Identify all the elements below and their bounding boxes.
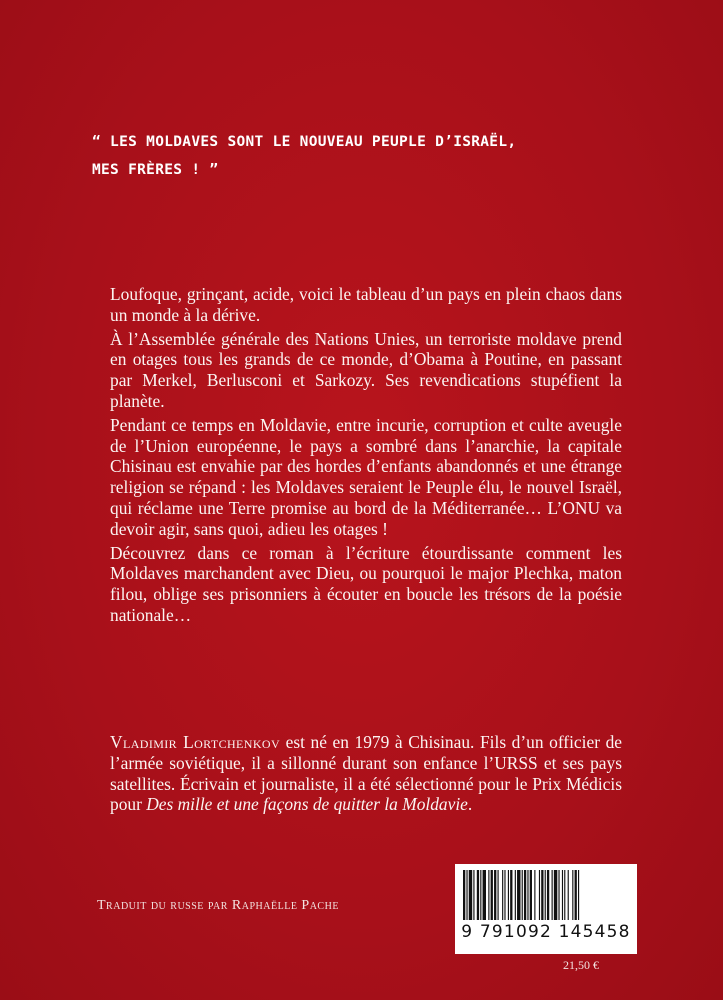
- barcode-bar: [488, 870, 489, 920]
- barcode-bar: [504, 870, 505, 920]
- barcode-bar: [522, 870, 523, 920]
- barcode-bar: [483, 870, 486, 920]
- barcode-bar: [466, 870, 467, 920]
- cover-quote: [92, 128, 612, 184]
- isbn-barcode: [455, 864, 637, 954]
- barcode-bar: [502, 870, 503, 920]
- barcode-bar: [508, 870, 509, 920]
- barcode-bar: [480, 870, 481, 920]
- blurb-paragraph-3: Pendant ce temps en Moldavie, entre incurie, corruption et culte aveugle de l’Union européenne, le pays a sombré dans l’anarchie, la capitale Chisinau est envahie par des hordes d’enfants abandonnés et une étrange religion se répand : les Moldaves seraient le Peuple élu, le nouvel Israël, qui réclame une Terre promise au bord de la Méditerranée… L’ONU va devoir agir, sans quoi, adieu les otages !: [110, 414, 622, 539]
- barcode-bar: [541, 870, 543, 920]
- barcode-bar: [554, 870, 557, 920]
- barcode-bar: [517, 870, 520, 920]
- quote-line-2: MES FRÈRES ! ”: [92, 162, 219, 178]
- isbn-number: 9 791092 145458: [461, 922, 631, 942]
- barcode-bar: [539, 870, 540, 920]
- barcode-bar: [578, 870, 579, 920]
- blurb-paragraph-2: À l’Assemblée générale des Nations Unies, un terroriste moldave prend en otages tous les grands de ce monde, d’Obama à Poutine, en passant par Merkel, Berlusconi et Sarkozy. Ses revendications stupéfient la planète.: [110, 328, 622, 411]
- book-blurb: [110, 284, 622, 629]
- blurb-paragraph-1: Loufoque, grinçant, acide, voici le tableau d’un pays en plein chaos dans un monde à la dérive.: [110, 284, 622, 325]
- bio-text-before: est né en 1979 à Chisinau. Fils d’un officier de l’armée soviétique, il a sillonné durant son enfance l’URSS et ses pays satellites. Écrivain et journaliste, il a été sélectionné pour le Prix Médicis pour: [110, 732, 622, 815]
- barcode-bar: [575, 870, 577, 920]
- blurb-paragraph-4: Découvrez dans ce roman à l’écriture étourdissante comment les Moldaves marchandent avec Dieu, ou pourquoi le major Plechka, maton filou, oblige ses prisonniers à écouter en boucle les trésors de la poésie nationale…: [110, 542, 622, 625]
- barcode-bar: [572, 870, 573, 920]
- barcode-bar: [477, 870, 479, 920]
- barcode-bar: [530, 870, 532, 920]
- barcode-bar: [547, 870, 549, 920]
- barcode-bar: [473, 870, 474, 920]
- barcode-bar: [564, 870, 565, 920]
- barcode-bar: [527, 870, 528, 920]
- author-name: Vladimir Lortchenkov: [110, 732, 281, 752]
- author-bio-paragraph: [110, 732, 622, 815]
- barcode-bar: [552, 870, 553, 920]
- quote-line-1: “ LES MOLDAVES SONT LE NOUVEAU PEUPLE D’ISRAËL,: [92, 134, 517, 150]
- barcode-bar: [524, 870, 526, 920]
- barcode-bar: [545, 870, 546, 920]
- barcode-bar: [562, 870, 563, 920]
- bio-text-after: .: [467, 794, 473, 815]
- translator-credit: Traduit du russe par Raphaëlle Pache: [97, 898, 339, 913]
- barcode-bar: [558, 870, 559, 920]
- barcode-bar: [510, 870, 512, 920]
- barcode-bar: [498, 870, 499, 920]
- author-bio: [110, 732, 622, 815]
- barcode-bar: [463, 870, 465, 920]
- barcode-bar: [568, 870, 569, 920]
- book-title-mention: Des mille et une façons de quitter la Moldavie: [146, 794, 468, 815]
- barcode-bar: [534, 870, 535, 920]
- barcode-bar: [491, 870, 493, 920]
- barcode-bar: [494, 870, 496, 920]
- barcode-bars: [463, 870, 629, 920]
- price-label: 21,50 €: [563, 958, 599, 972]
- barcode-bar: [469, 870, 472, 920]
- barcode-bar: [515, 870, 516, 920]
